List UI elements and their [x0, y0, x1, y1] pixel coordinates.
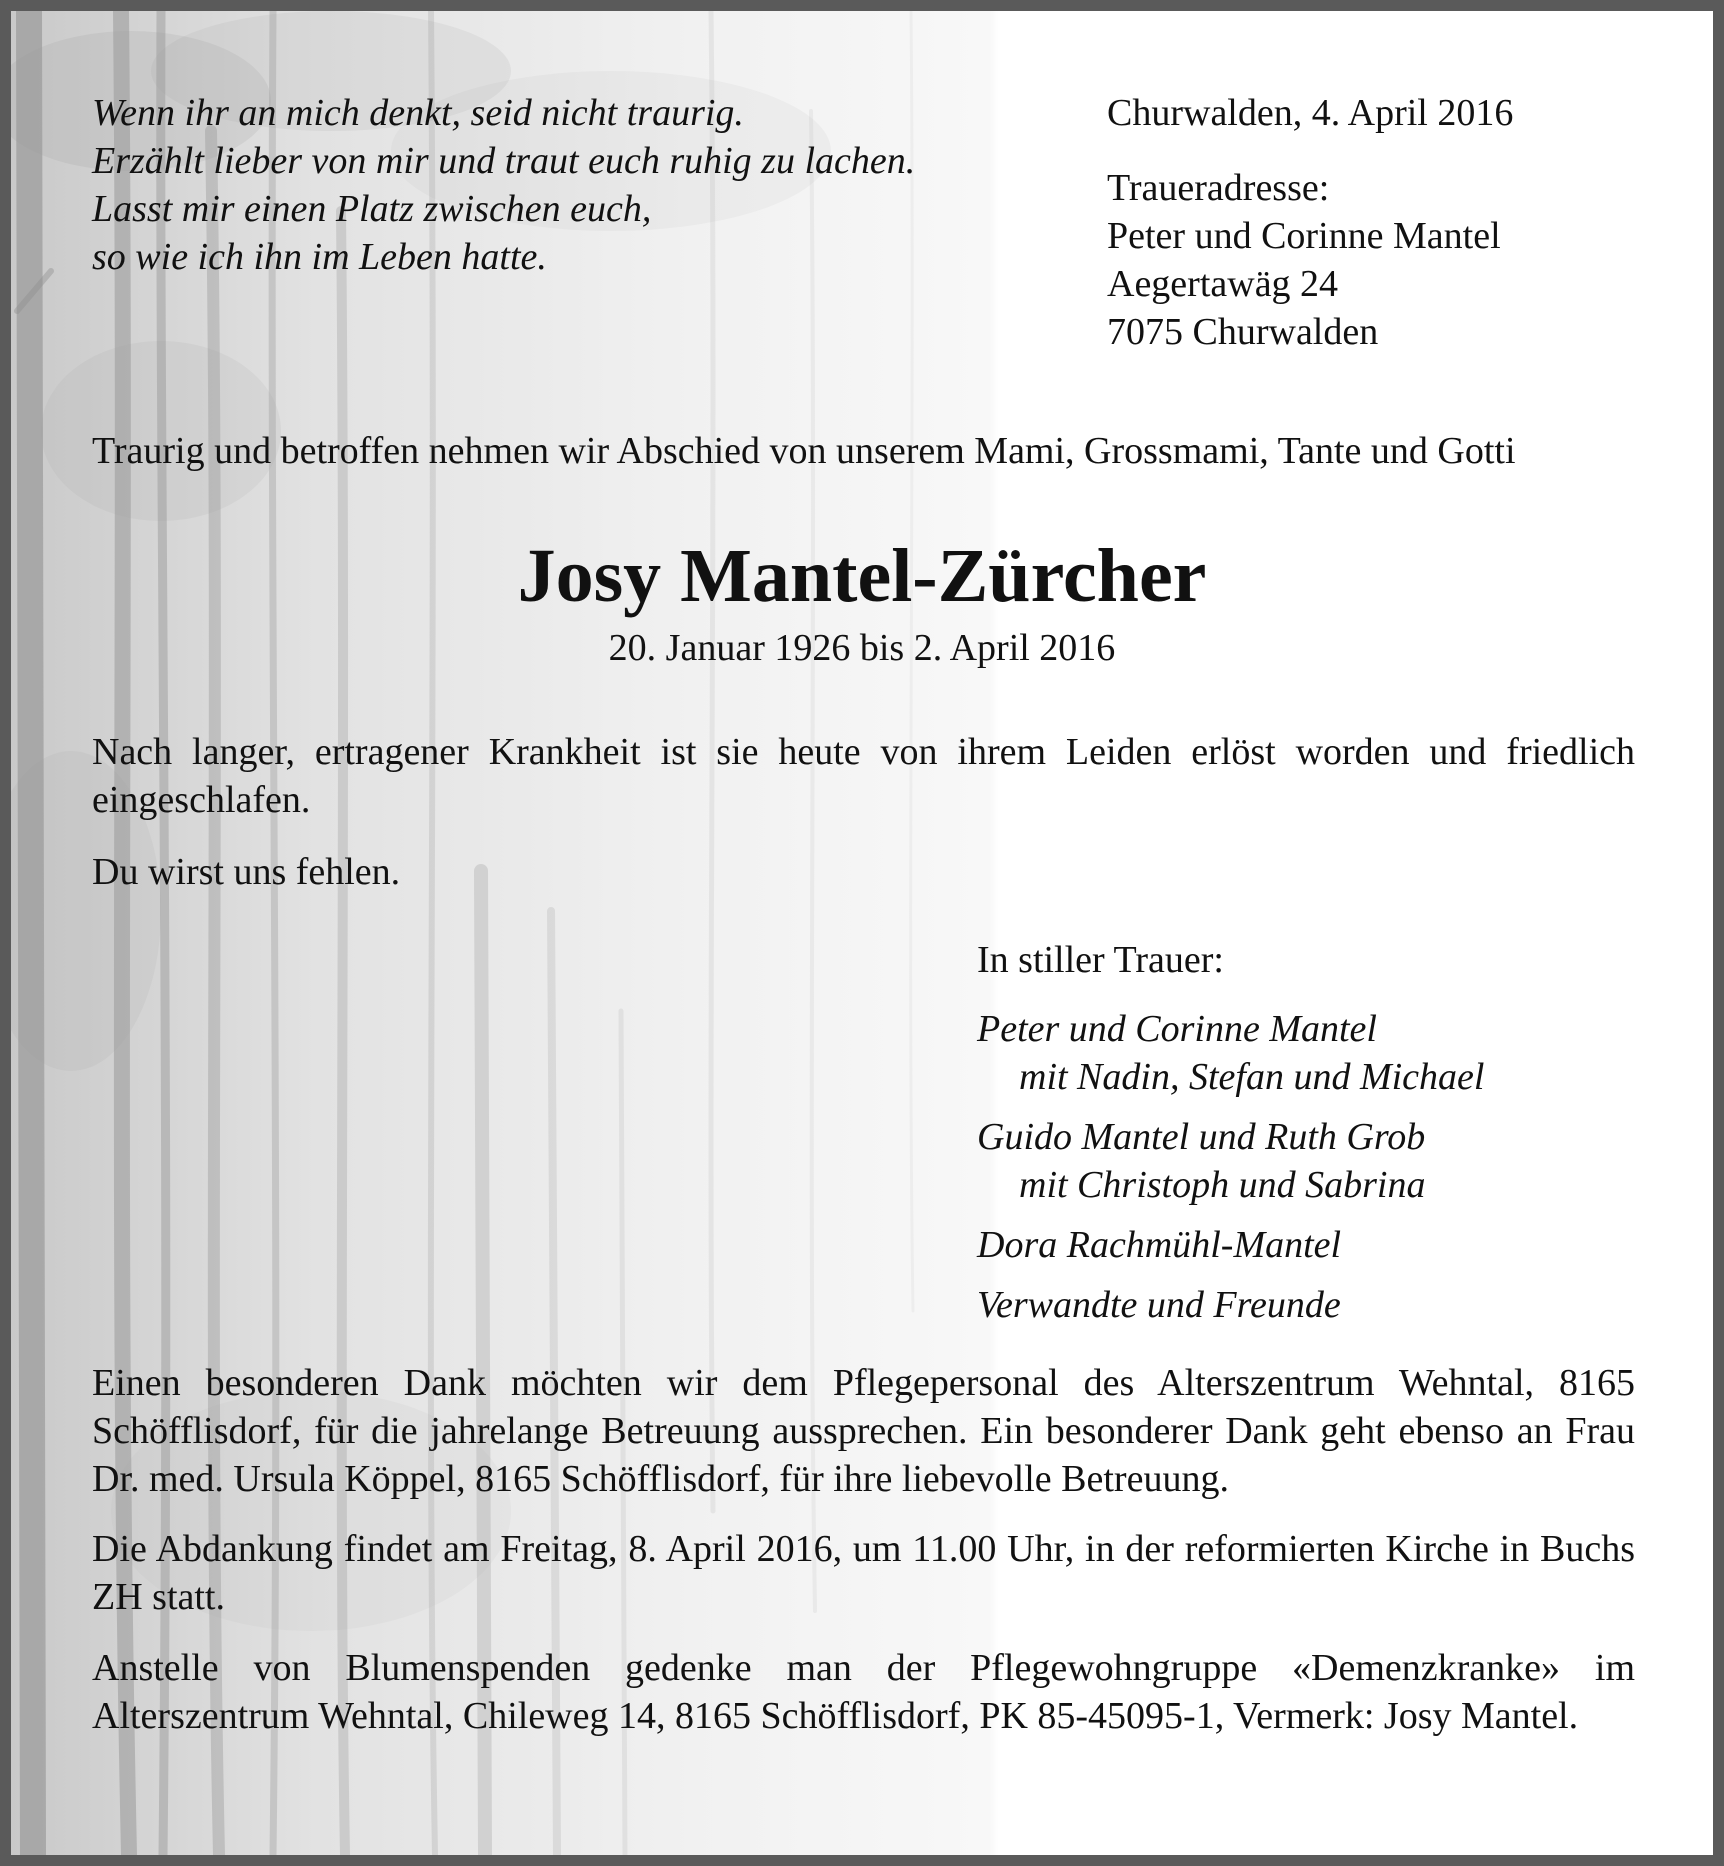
poem-line: Wenn ihr an mich denkt, seid nicht traurig. [92, 92, 744, 134]
mourners-list [977, 936, 1484, 1329]
mourners-label: In stiller Trauer: [977, 939, 1224, 981]
poem-line: Lasst mir einen Platz zwischen euch, [92, 188, 652, 230]
poem [92, 89, 915, 281]
address-line: Peter und Corinne Mantel [1107, 215, 1501, 257]
intro-text: Traurig und betroffen nehmen wir Abschied von unserem Mami, Grossmami, Tante und Gotti [92, 430, 1516, 472]
mourner-name: Peter und Corinne Mantel [977, 1008, 1377, 1050]
mourner-name: Guido Mantel und Ruth Grob [977, 1116, 1426, 1158]
mourner-group [977, 1005, 1484, 1101]
obituary-notice [11, 11, 1713, 1855]
mourner-children: mit Christoph und Sabrina [1019, 1164, 1426, 1206]
mourner-name: Verwandte und Freunde [977, 1284, 1341, 1326]
mourner-group [977, 1113, 1484, 1209]
poem-line: Erzählt lieber von mir und traut euch ruhig zu lachen. [92, 140, 916, 182]
mourner-children: mit Nadin, Stefan und Michael [1019, 1056, 1485, 1098]
address-line: 7075 Churwalden [1107, 311, 1379, 353]
mourner-group [977, 1281, 1484, 1329]
life-dates: 20. Januar 1926 bis 2. April 2016 [608, 627, 1116, 669]
address-label: Traueradresse: [1107, 167, 1330, 209]
mourner-group [977, 1221, 1484, 1269]
mourning-address-block [1107, 89, 1513, 356]
address-line: Aegertawäg 24 [1107, 263, 1339, 305]
farewell-line: Du wirst uns fehlen. [92, 851, 401, 893]
message-paragraph: Nach langer, ertragener Krankheit ist sie heute von ihrem Leiden erlöst worden und friedlich eingeschlafen. [92, 731, 1635, 821]
place-date: Churwalden, 4. April 2016 [1107, 92, 1514, 134]
thanks-paragraph: Einen besonderen Dank möchten wir dem Pflegepersonal des Alterszentrum Wehntal, 8165 Schöfflisdorf, für die jahrelange Betreuung aussprechen. Ein besonderer Dank geht ebenso an Frau Dr. med. Ursula Köppel, 8165 Schöfflisdorf, für ihre liebevolle Betreuung. [92, 1362, 1635, 1500]
donations-paragraph: Anstelle von Blumenspenden gedenke man der Pflegewohngruppe «Demenzkranke» im Alterszentrum Wehntal, Chileweg 14, 8165 Schöfflisdorf, PK 85-45095-1, Vermerk: Josy Mantel. [92, 1647, 1635, 1737]
poem-line: so wie ich ihn im Leben hatte. [92, 236, 547, 278]
service-paragraph: Die Abdankung findet am Freitag, 8. April 2016, um 11.00 Uhr, in der reformierten Kirche in Buchs ZH statt. [92, 1528, 1635, 1618]
mourner-name: Dora Rachmühl-Mantel [977, 1224, 1342, 1266]
deceased-name: Josy Mantel-Zürcher [517, 534, 1207, 618]
